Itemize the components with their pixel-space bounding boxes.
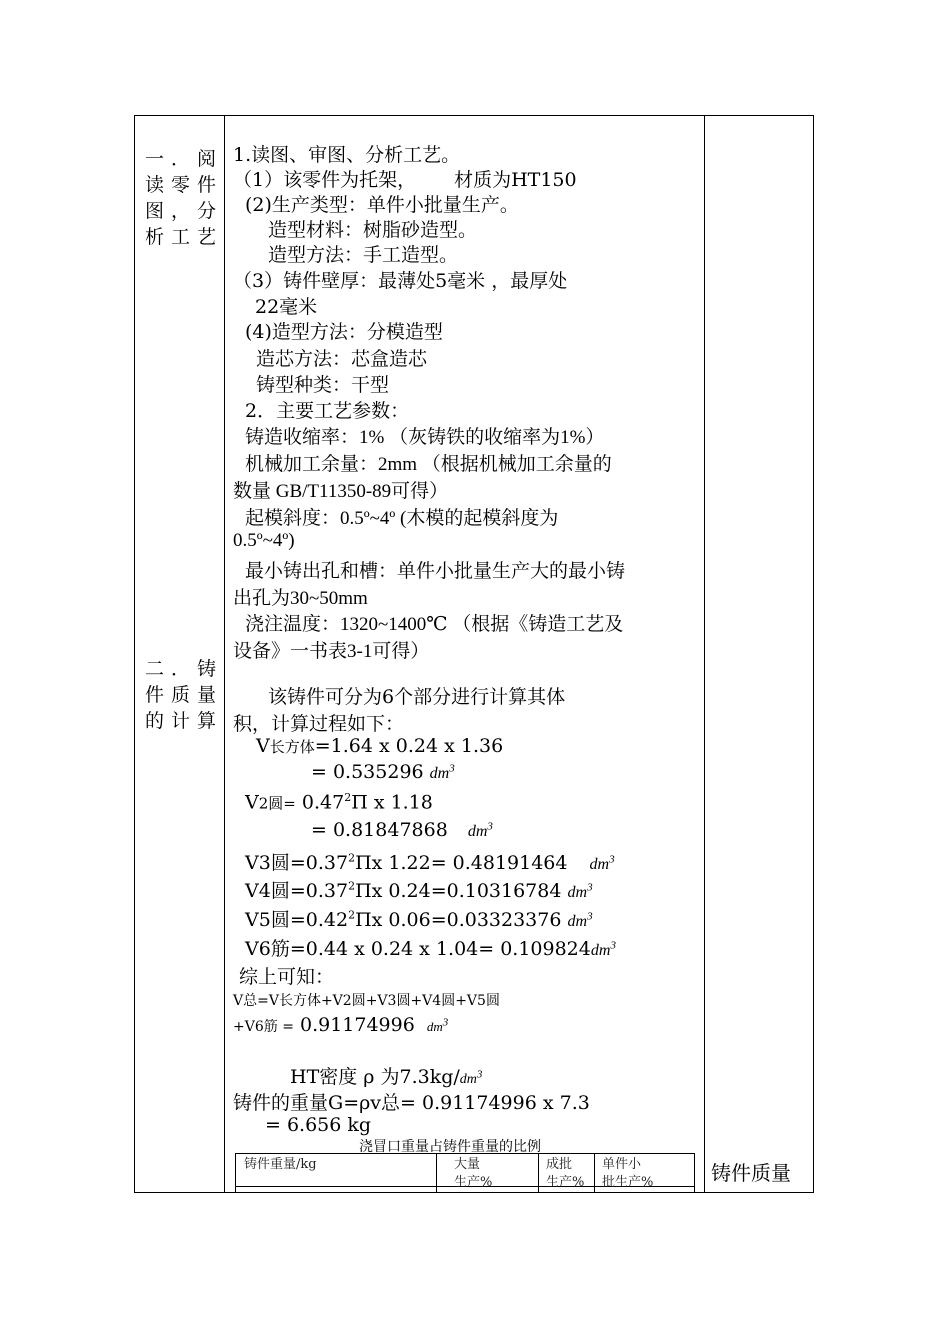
text-line: 造型材料：树脂砂造型。: [268, 219, 478, 241]
text-line: 0.5º~4º): [233, 530, 295, 551]
unit-exponent: 3: [449, 762, 455, 775]
subtable-header: 单件小: [602, 1157, 642, 1172]
exponent: 2: [348, 879, 356, 893]
calc-line: V总=V长方体+V2圆+V3圆+V4圆+V5圆: [233, 993, 500, 1009]
heading-line: 读零件: [145, 174, 216, 196]
heading-line: 一．阅: [145, 148, 216, 170]
unit-exponent: 3: [476, 1068, 483, 1081]
unit-exponent: 3: [609, 853, 615, 866]
calc-line: = 6.656 kg: [265, 1114, 372, 1136]
calc-segment: V: [245, 880, 259, 902]
calc-segment: = 0.535296: [311, 761, 424, 783]
column-divider-left: [224, 116, 225, 1192]
unit-dm3: [567, 881, 593, 901]
calc-segment: V: [256, 735, 270, 757]
heading-line: 二．铸: [145, 658, 216, 680]
process-card-table: [134, 115, 814, 1193]
unit-exponent: 3: [487, 820, 493, 833]
column-divider-right: [704, 116, 705, 1192]
text-line: 最小铸出孔和槽：单件小批量生产大的最小铸: [245, 561, 626, 582]
text-line: 铸造收缩率：1% （灰铸铁的收缩率为1%）: [245, 427, 605, 448]
subtable-header: 铸件重量/kg: [244, 1157, 317, 1172]
calc-segment: Π x 1.18: [351, 791, 433, 814]
gating-ratio-table: [235, 1153, 695, 1193]
text-line: 2．主要工艺参数：: [245, 400, 410, 422]
text-segment: （1）该零件为托架，: [233, 169, 417, 191]
unit-text: dm: [426, 1019, 443, 1034]
heading-line: 件质量: [145, 684, 216, 706]
exponent: 2: [348, 908, 356, 922]
calc-segment: 0.47: [301, 791, 345, 814]
calc-line: [245, 934, 616, 961]
text-line: 设备》一书表3-1可得）: [233, 641, 430, 662]
unit-text: dm: [590, 942, 611, 959]
calc-segment: 3圆=0.37: [258, 852, 349, 874]
calc-segment: 2圆=: [258, 794, 296, 813]
subtable-header: 成批: [546, 1157, 573, 1172]
unit-dm3: [459, 1068, 483, 1087]
text-line: 起模斜度：0.5º~4º (木模的起模斜度为: [245, 508, 559, 529]
section-2-heading: [135, 656, 224, 734]
calc-segment: Πx 0.24=0.10316784: [355, 880, 562, 902]
unit-dm3: [467, 820, 493, 840]
text-line: 铸型种类：干型: [256, 374, 390, 396]
calc-segment: +V6筋 =: [233, 1019, 294, 1035]
right-column-note: 铸件质量: [711, 1161, 791, 1185]
calc-line: [245, 876, 593, 903]
text-line: 造型方法：手工造型。: [268, 244, 459, 266]
text-line: 出孔为30~50mm: [233, 588, 368, 609]
text-line: 造芯方法：芯盒造芯: [256, 348, 428, 370]
subtable-header: 批生产%: [602, 1175, 654, 1190]
unit-exponent: 3: [587, 881, 593, 894]
calc-segment: HT密度 ρ 为7.3kg/: [290, 1066, 460, 1088]
calc-segment: 5圆=0.42: [258, 909, 349, 931]
unit-text: dm: [567, 913, 588, 930]
subtable-header: 生产%: [546, 1175, 585, 1190]
unit-exponent: 3: [610, 939, 616, 952]
unit-text: dm: [567, 884, 588, 901]
calc-line: [245, 905, 593, 932]
calc-segment: 4圆=0.37: [258, 880, 349, 902]
unit-text: dm: [467, 823, 488, 840]
calc-segment: Πx 1.22= 0.48191464: [355, 852, 568, 874]
unit-dm3: [429, 762, 455, 782]
text-line: 22毫米: [255, 296, 318, 318]
unit-text: dm: [589, 856, 610, 873]
subtable-caption: 浇冒口重量占铸件重量的比例: [359, 1139, 541, 1155]
text-line: [233, 165, 577, 192]
text-line: (2)生产类型：单件小批量生产。: [245, 194, 519, 216]
unit-exponent: 3: [442, 1016, 449, 1029]
text-line: 综上可知：: [239, 966, 335, 988]
calc-line: [245, 848, 615, 875]
heading-line: 的计算: [145, 710, 216, 732]
subtable-header: 大量: [454, 1157, 481, 1172]
exponent: 2: [348, 851, 356, 865]
calc-segment: V: [245, 938, 259, 960]
calc-line: [311, 761, 455, 783]
text-line: (4)造型方法：分模造型: [245, 321, 443, 343]
calc-segment: Πx 0.06=0.03323376: [355, 909, 562, 931]
calc-segment: 铸件的重量: [233, 1092, 329, 1114]
calc-segment: 6筋=0.44 x 0.24 x 1.04= 0.109824: [258, 938, 591, 960]
heading-line: 图，分: [145, 200, 216, 222]
calc-segment: V: [245, 791, 259, 814]
calc-segment: G=ρv总= 0.91174996 x 7.3: [328, 1092, 590, 1114]
text-line: （3）铸件壁厚：最薄处5毫米 ，最厚处: [233, 270, 568, 292]
calc-line: [233, 1014, 448, 1036]
section-1-heading: [135, 146, 224, 250]
calc-line: [245, 791, 433, 813]
text-line: 1.读图、审图、分析工艺。: [233, 144, 461, 166]
heading-line: 析工艺: [145, 226, 216, 248]
exponent: 2: [344, 791, 352, 804]
unit-exponent: 3: [587, 910, 593, 923]
text-line: 机械加工余量：2mm （根据机械加工余量的: [245, 454, 612, 475]
calc-segment: V: [245, 852, 259, 874]
text-line: 积，计算过程如下：: [233, 713, 405, 735]
unit-dm3: [567, 910, 593, 930]
unit-text: dm: [459, 1072, 477, 1087]
calc-line: [311, 819, 493, 841]
text-line: 浇注温度：1320~1400℃ （根据《铸造工艺及: [245, 614, 624, 635]
unit-dm3: [426, 1016, 449, 1034]
calc-line: [290, 1062, 482, 1089]
text-segment: 材质为HT150: [454, 169, 577, 191]
unit-dm3: [589, 853, 615, 873]
calc-segment: = 0.81847868: [311, 819, 448, 841]
text-line: 数量 GB/T11350-89可得）: [233, 481, 449, 502]
calc-segment: =1.64 x 0.24 x 1.36: [314, 735, 504, 757]
unit-dm3: [590, 939, 616, 959]
subtable-header: 生产%: [454, 1175, 493, 1190]
calc-line: [256, 735, 503, 757]
unit-text: dm: [429, 765, 450, 782]
calc-segment: V: [245, 909, 259, 931]
text-line: 该铸件可分为6个部分进行计算其体: [268, 686, 566, 708]
calc-segment: 0.91174996: [299, 1014, 415, 1036]
calc-segment: 长方体: [269, 738, 315, 756]
calc-line: [233, 1088, 590, 1115]
